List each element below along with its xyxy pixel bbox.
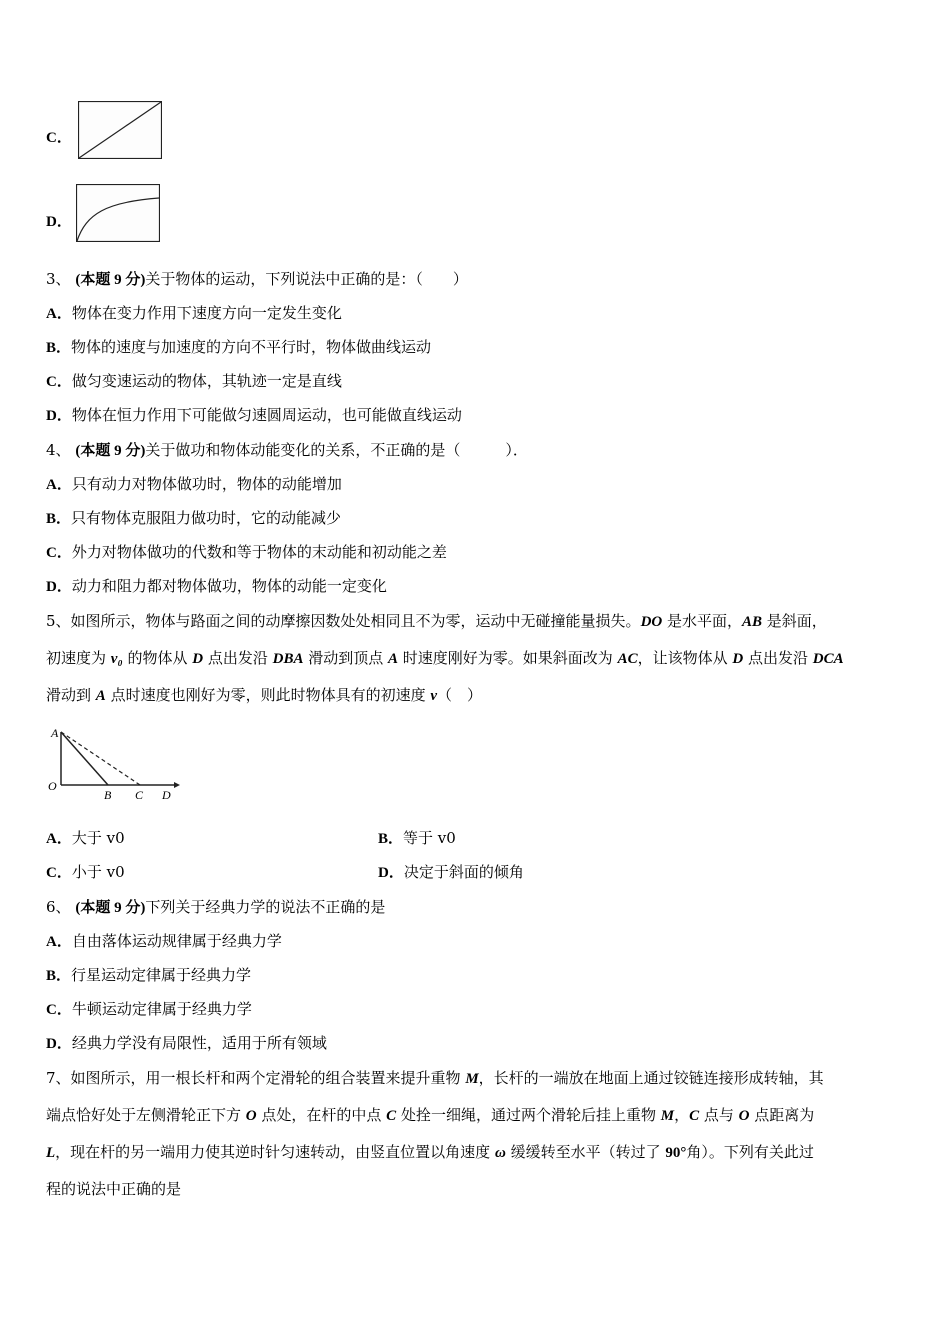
question-number: 5、 [46,612,71,630]
var: DO [640,614,663,630]
q3-option-d[interactable] [46,405,462,426]
var: ω [494,1145,506,1161]
question-score: (本题 9 分) [75,272,146,288]
text: 如图所示，物体与路面之间的动摩擦因数处处相同且不为零，运动中无碰撞能量损失。 [70,612,641,630]
option-text: 经典力学没有局限性，适用于所有领域 [71,1034,327,1052]
text: ，让该物体从 [637,649,733,667]
option-text: 牛顿运动定律属于经典力学 [71,1000,252,1018]
q6-option-c[interactable] [46,999,252,1020]
var: A [388,651,399,667]
option-label: D． [46,408,72,424]
q4-stem [46,440,528,461]
q5-option-d[interactable] [378,862,524,883]
q6-stem [46,897,385,918]
var: O [245,1108,257,1124]
text: 程的说法中正确的是 [46,1180,182,1198]
option-label: A． [46,934,72,950]
text: ， [674,1106,690,1124]
var: D [192,651,204,667]
q5-stem-line1 [46,611,827,632]
text: 点出发沿 [203,649,273,667]
q3-stem [46,269,468,290]
question-number: 7、 [46,1069,71,1087]
incline-ab [61,732,108,785]
question-score: (本题 9 分) [75,900,146,916]
graph-curve-figure [76,184,160,242]
label-o: O [48,779,57,793]
option-label: A． [46,477,72,493]
text: 点与 [699,1106,739,1124]
option-text: 做匀变速运动的物体，其轨迹一定是直线 [71,372,342,390]
label-a: A [51,726,59,740]
text: 初速度为 [46,649,111,667]
ground-arrow [174,782,180,788]
option-text: 决定于斜面的倾角 [403,863,524,881]
option-label: D． [46,1036,72,1052]
text: ，现在杆的另一端用力使其逆时针匀速转动，由竖直位置以角速度 [55,1143,495,1161]
text: 是水平面， [662,612,743,630]
option-text: 行星运动定律属于经典力学 [71,966,252,984]
option-label: C． [46,545,72,561]
label-c: C [135,788,144,802]
q4-option-a[interactable] [46,474,342,495]
text: 端点恰好处于左侧滑轮正下方 [46,1106,246,1124]
option-label: B． [46,968,72,984]
q2-option-d[interactable] [46,211,72,232]
q7-stem-line3 [46,1142,814,1163]
q7-stem-line2 [46,1105,814,1126]
text: 时速度刚好为零。如果斜面改为 [398,649,618,667]
option-text: 物体在变力作用下速度方向一定发生变化 [71,304,342,322]
option-label: C． [46,130,72,146]
q4-option-d[interactable] [46,576,387,597]
question-number: 4、 [46,441,71,459]
q7-stem-line4 [46,1179,181,1199]
option-text: 大于 v0 [71,829,125,847]
option-text: 自由落体运动规律属于经典力学 [71,932,282,950]
option-label: A． [46,831,72,847]
var: v [430,688,438,704]
option-text: 等于 v0 [403,829,456,847]
option-text: 只有物体克服阻力做功时，它的动能减少 [71,509,342,527]
question-score: (本题 9 分) [75,443,146,459]
var: 90° [665,1145,687,1161]
question-number: 3、 [46,270,71,288]
option-text: 物体的速度与加速度的方向不平行时，物体做曲线运动 [71,338,432,356]
q3-option-b[interactable] [46,337,431,358]
option-label: D． [378,865,404,881]
q6-option-a[interactable] [46,931,282,952]
text: 的物体从 [122,649,193,667]
text: 点距离为 [749,1106,815,1124]
q5-stem-line2 [46,648,844,669]
text: 点处，在杆的中点 [256,1106,387,1124]
var: DCA [812,651,844,667]
option-label: C． [46,1002,72,1018]
option-label: B． [46,340,72,356]
option-label: B． [378,831,404,847]
text: （ ） [437,686,483,704]
option-text: 小于 v0 [71,863,125,881]
q4-option-b[interactable] [46,508,341,529]
q4-option-c[interactable] [46,542,447,563]
label-d: D [162,788,171,802]
text: 是斜面， [762,612,827,630]
option-text: 物体在恒力作用下可能做匀速圆周运动，也可能做直线运动 [71,406,462,424]
option-text: 只有动力对物体做功时，物体的动能增加 [71,475,342,493]
question-number: 6、 [46,898,71,916]
text: 如图所示，用一根长杆和两个定滑轮的组合装置来提升重物 [70,1069,466,1087]
text: 角）。下列有关此过 [686,1143,814,1161]
option-label: C． [46,865,72,881]
q5-option-c[interactable] [46,862,125,883]
var: M [465,1071,479,1087]
text: 缓缓转至水平（转过了 [505,1143,666,1161]
var: L [46,1145,56,1161]
text: ，长杆的一端放在地面上通过铰链连接形成转轴，其 [478,1069,824,1087]
option-label: A． [46,306,72,322]
label-b: B [104,788,112,802]
q6-option-b[interactable] [46,965,251,986]
q7-stem-line1 [46,1068,824,1089]
q6-option-d[interactable] [46,1033,327,1054]
q2-option-c[interactable] [46,127,72,148]
var: AB [742,614,763,630]
var: DBA [272,651,304,667]
text: 滑动到顶点 [303,649,388,667]
var: C [689,1108,700,1124]
var: O [738,1108,750,1124]
question-text: 关于物体的运动，下列说法中正确的是：（ ） [145,270,468,288]
question-text: 下列关于经典力学的说法不正确的是 [145,898,386,916]
text: 点出发沿 [743,649,813,667]
var: M [660,1108,675,1124]
text: 点时速度也刚好为零，则此时物体具有的初速度 [105,686,431,704]
graph-linear-figure [78,101,162,159]
text: 处拴一细绳，通过两个滑轮后挂上重物 [396,1106,661,1124]
option-label: D． [46,579,72,595]
option-label: D． [46,214,72,230]
q3-option-a[interactable] [46,303,342,324]
var: A [95,688,106,704]
q5-option-a[interactable] [46,828,125,849]
text: 滑动到 [46,686,96,704]
option-label: C． [46,374,72,390]
question-text: 关于做功和物体动能变化的关系，不正确的是（ ）． [145,441,528,459]
option-text: 动力和阻力都对物体做功，物体的动能一定变化 [71,577,387,595]
q5-stem-line3 [46,685,482,706]
graph-frame [77,185,160,242]
option-text: 外力对物体做功的代数和等于物体的末动能和初动能之差 [71,543,447,561]
var: D [732,651,744,667]
var: C [386,1108,397,1124]
q3-option-c[interactable] [46,371,342,392]
var: v₀ [110,651,123,667]
var: AC [617,651,638,667]
q5-option-b[interactable] [378,828,456,849]
incline-figure [46,724,180,804]
option-label: B． [46,511,72,527]
